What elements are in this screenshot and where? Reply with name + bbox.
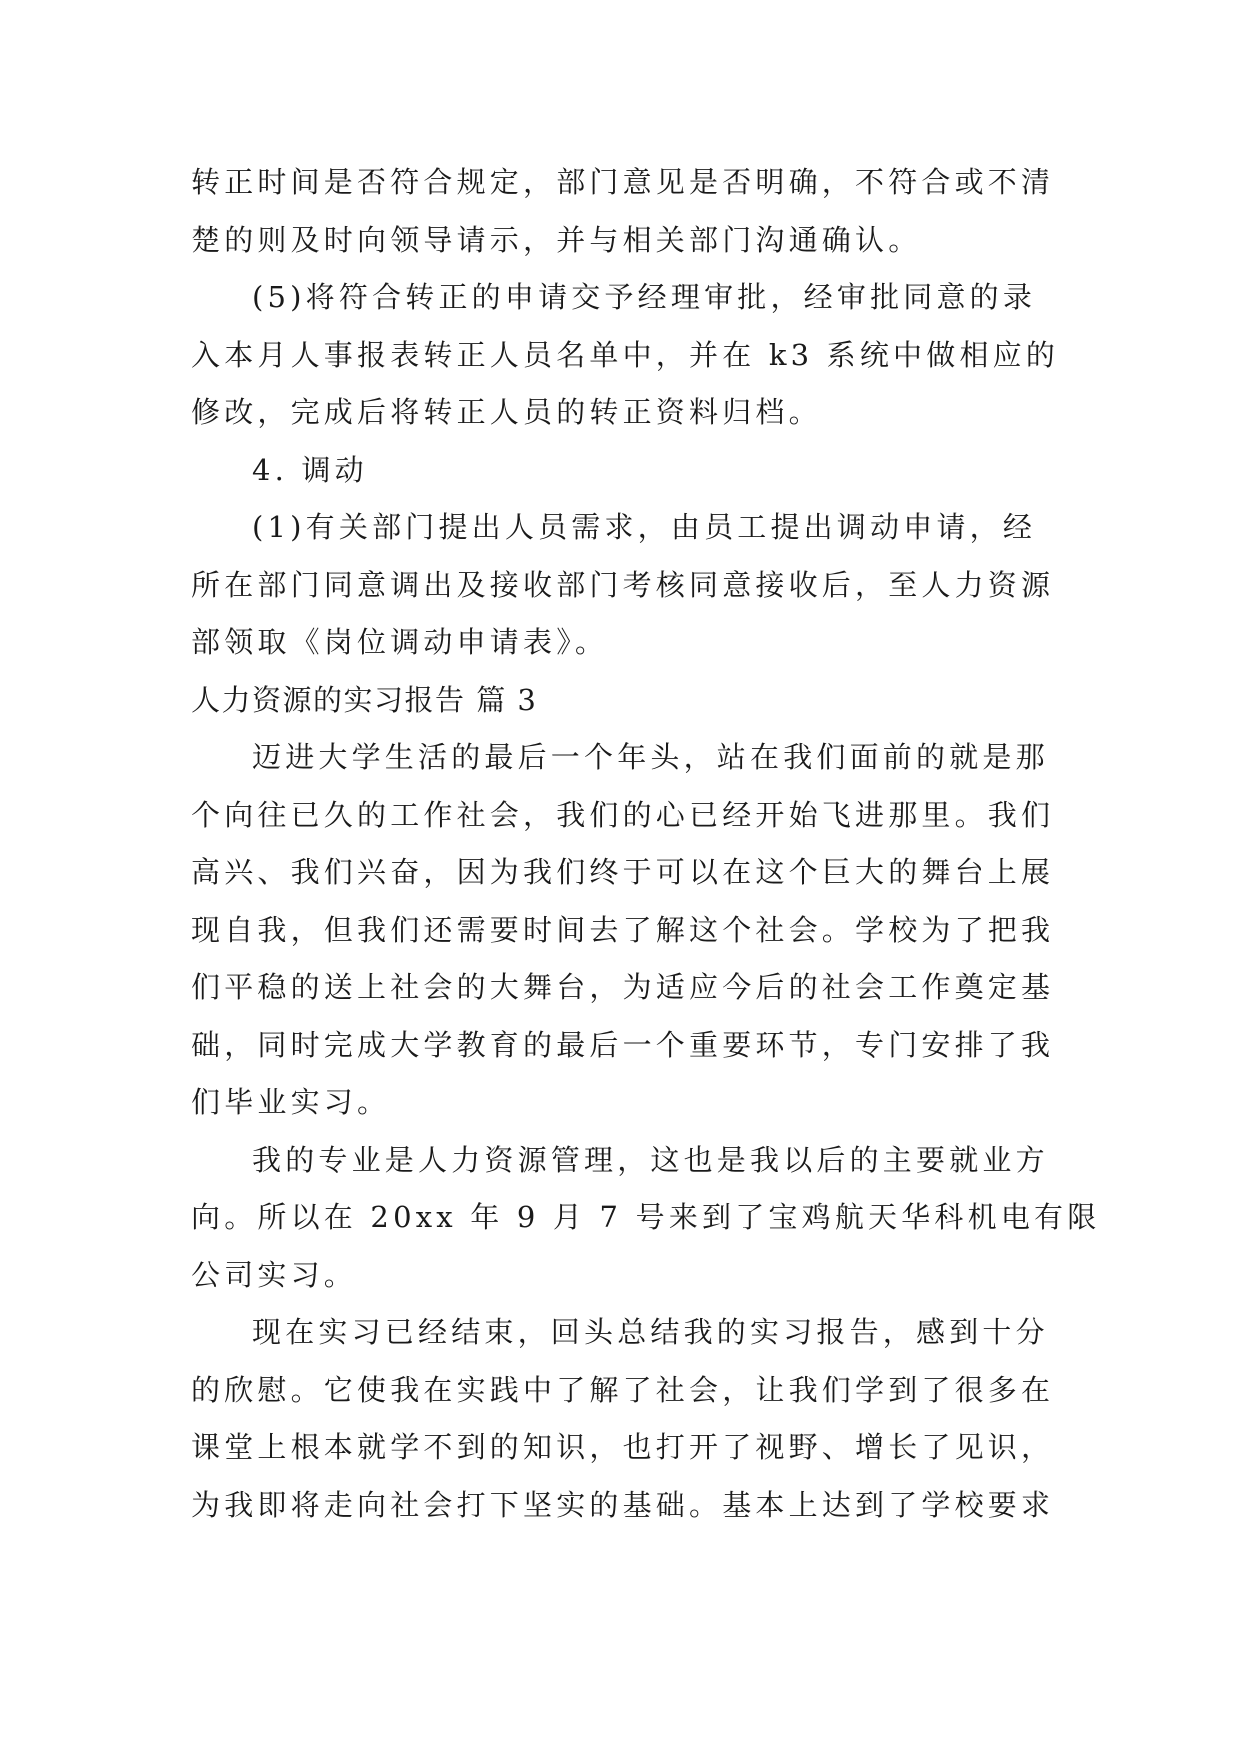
text-line: 入本月人事报表转正人员名单中，并在 k3 系统中做相应的 xyxy=(191,338,1060,372)
text-line: (1)有关部门提出人员需求，由员工提出调动申请，经 xyxy=(252,510,1037,544)
text-line: 公司实习。 xyxy=(191,1258,358,1292)
text-line: 楚的则及时向领导请示，并与相关部门沟通确认。 xyxy=(191,223,922,257)
text-line: 迈进大学生活的最后一个年头，站在我们面前的就是那 xyxy=(252,740,1049,774)
text-line: 们毕业实习。 xyxy=(191,1085,391,1119)
section-heading: 4. 调动 xyxy=(252,453,368,487)
text-line: 高兴、我们兴奋，因为我们终于可以在这个巨大的舞台上展 xyxy=(191,855,1055,889)
text-line: 修改，完成后将转正人员的转正资料归档。 xyxy=(191,395,822,429)
text-line: 础，同时完成大学教育的最后一个重要环节，专门安排了我 xyxy=(191,1028,1055,1062)
text-line: 现自我，但我们还需要时间去了解这个社会。学校为了把我 xyxy=(191,913,1055,947)
report-title: 人力资源的实习报告 篇 3 xyxy=(191,683,538,717)
text-line: 们平稳的送上社会的大舞台，为适应今后的社会工作奠定基 xyxy=(191,970,1055,1004)
text-line: 部领取《岗位调动申请表》。 xyxy=(191,625,609,659)
text-line: 为我即将走向社会打下坚实的基础。基本上达到了学校要求 xyxy=(191,1488,1055,1522)
text-line: 现在实习已经结束，回头总结我的实习报告，感到十分 xyxy=(252,1315,1049,1349)
text-line: 课堂上根本就学不到的知识，也打开了视野、增长了见识， xyxy=(191,1430,1055,1464)
text-line: 的欣慰。它使我在实践中了解了社会，让我们学到了很多在 xyxy=(191,1373,1055,1407)
text-line: 我的专业是人力资源管理，这也是我以后的主要就业方 xyxy=(252,1143,1049,1177)
text-line: (5)将符合转正的申请交予经理审批，经审批同意的录 xyxy=(252,280,1037,314)
text-line: 所在部门同意调出及接收部门考核同意接收后，至人力资源 xyxy=(191,568,1055,602)
text-line: 向。所以在 20xx 年 9 月 7 号来到了宝鸡航天华科机电有限 xyxy=(191,1200,1101,1234)
text-line: 转正时间是否符合规定，部门意见是否明确，不符合或不清 xyxy=(191,165,1055,199)
text-line: 个向往已久的工作社会，我们的心已经开始飞进那里。我们 xyxy=(191,798,1055,832)
